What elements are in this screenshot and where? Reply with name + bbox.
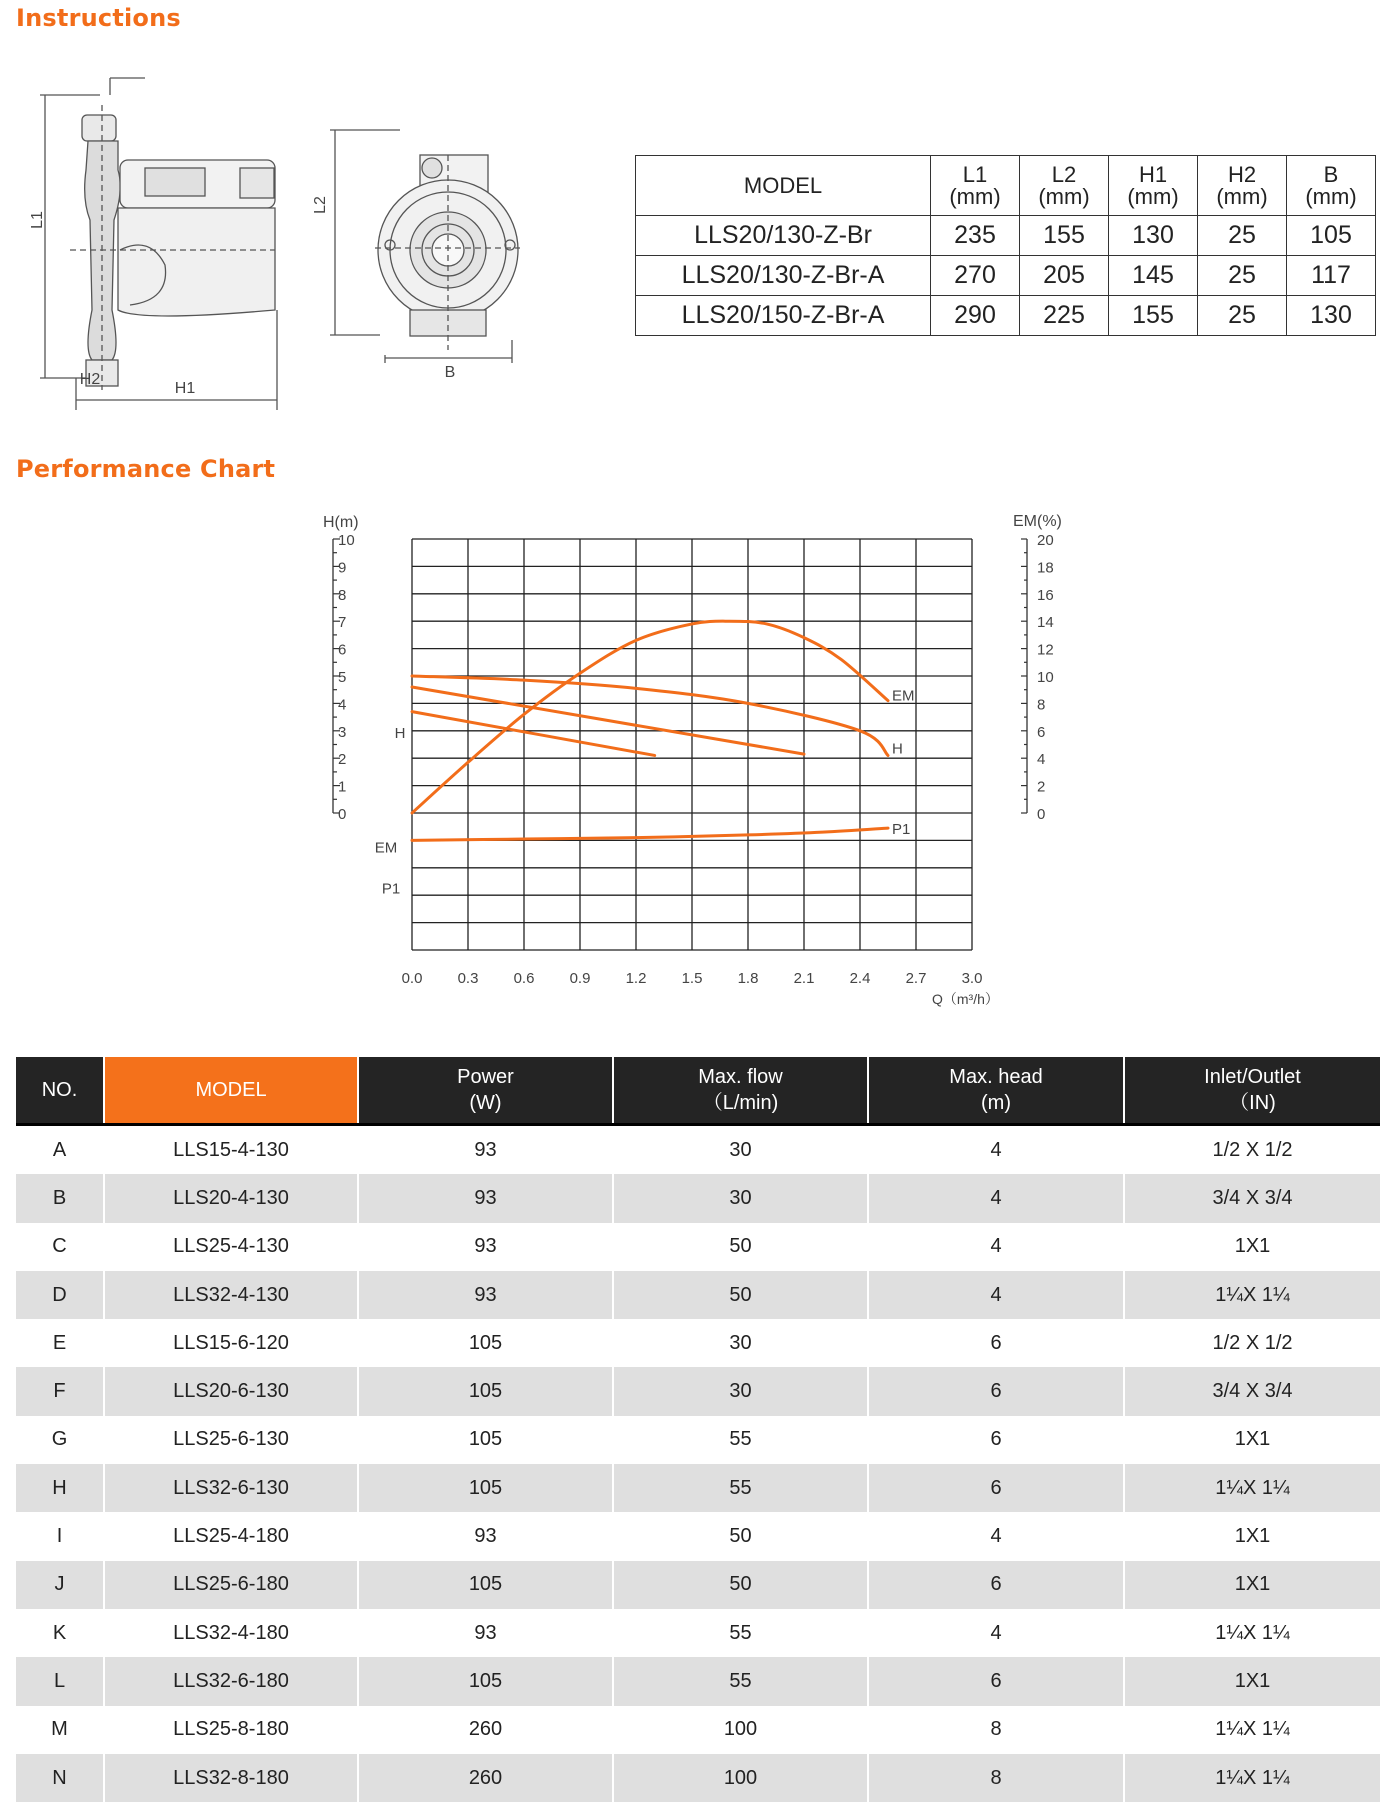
spec-cell-inlet-outlet: 1/2 X 1/2 [1124, 1125, 1380, 1175]
spec-cell-inlet-outlet: 1¼X 1¼ [1124, 1609, 1380, 1657]
spec-cell-power: 93 [358, 1223, 613, 1271]
spec-cell-no: L [16, 1657, 104, 1705]
series-label-h: H [892, 740, 903, 758]
x-tick-label: 0.9 [569, 970, 591, 987]
side-view-drawing [40, 78, 277, 410]
spec-cell-head: 4 [868, 1174, 1124, 1222]
dim-cell-l1: 270 [931, 256, 1020, 296]
spec-cell-power: 260 [358, 1754, 613, 1802]
spec-cell-power: 105 [358, 1561, 613, 1609]
spec-cell-head: 6 [868, 1464, 1124, 1512]
spec-row [16, 1706, 1380, 1754]
series-line-p1 [412, 828, 888, 840]
front-view-drawing [330, 130, 520, 363]
dim-row [636, 216, 1376, 256]
spec-cell-no: I [16, 1512, 104, 1560]
spec-cell-power: 93 [358, 1174, 613, 1222]
left-tick-label: 0 [338, 806, 347, 823]
side-label-h: H [394, 724, 406, 742]
spec-cell-flow: 100 [613, 1754, 868, 1802]
dim-row [636, 256, 1376, 296]
spec-cell-model: LLS25-8-180 [104, 1706, 358, 1754]
spec-row [16, 1223, 1380, 1271]
spec-cell-no: D [16, 1271, 104, 1319]
spec-cell-inlet-outlet: 1/2 X 1/2 [1124, 1319, 1380, 1367]
left-tick-label: 6 [338, 641, 347, 659]
spec-header-inlet-outlet: Inlet/Outlet （IN) [1124, 1057, 1380, 1125]
dim-cell-h2: 25 [1198, 256, 1287, 296]
spec-row [16, 1512, 1380, 1560]
label-h2: H2 [79, 371, 101, 388]
spec-cell-head: 6 [868, 1657, 1124, 1705]
right-tick-label: 12 [1037, 641, 1054, 659]
spec-cell-flow: 30 [613, 1367, 868, 1415]
series-line-unnamed-1 [412, 687, 804, 754]
spec-cell-inlet-outlet: 1¼X 1¼ [1124, 1706, 1380, 1754]
spec-cell-head: 6 [868, 1367, 1124, 1415]
spec-header-head: Max. head (m) [868, 1057, 1124, 1125]
spec-cell-inlet-outlet: 3/4 X 3/4 [1124, 1174, 1380, 1222]
dim-cell-b: 130 [1287, 296, 1376, 336]
spec-cell-inlet-outlet: 1X1 [1124, 1561, 1380, 1609]
x-tick-label: 0.0 [401, 970, 423, 987]
spec-cell-model: LLS25-6-180 [104, 1561, 358, 1609]
x-tick-label: 3.0 [961, 970, 983, 987]
spec-cell-head: 4 [868, 1271, 1124, 1319]
left-tick-label: 4 [338, 696, 347, 714]
x-tick-label: 2.7 [905, 970, 927, 987]
x-tick-label: 1.2 [625, 970, 647, 987]
x-tick-label: 2.1 [793, 970, 815, 987]
spec-cell-head: 8 [868, 1754, 1124, 1802]
dim-header-h1: H1 (mm) [1109, 156, 1198, 216]
left-tick-label: 5 [338, 669, 347, 686]
spec-cell-flow: 50 [613, 1561, 868, 1609]
spec-cell-head: 6 [868, 1416, 1124, 1464]
spec-table-header [16, 1057, 1380, 1125]
dim-cell-l2: 205 [1020, 256, 1109, 296]
x-tick-label: 0.3 [457, 970, 479, 987]
dim-cell-l1: 290 [931, 296, 1020, 336]
x-tick-label: 0.6 [513, 970, 535, 987]
left-tick-label: 3 [338, 723, 347, 741]
spec-table-body [16, 1125, 1380, 1803]
spec-cell-inlet-outlet: 3/4 X 3/4 [1124, 1367, 1380, 1415]
spec-cell-power: 93 [358, 1512, 613, 1560]
right-tick-label: 6 [1037, 723, 1046, 741]
spec-cell-no: F [16, 1367, 104, 1415]
spec-cell-head: 8 [868, 1706, 1124, 1754]
performance-heading: Performance Chart [16, 455, 276, 483]
spec-cell-power: 105 [358, 1319, 613, 1367]
spec-cell-no: E [16, 1319, 104, 1367]
spec-cell-no: K [16, 1609, 104, 1657]
spec-row [16, 1367, 1380, 1415]
label-h1: H1 [174, 380, 196, 397]
dim-cell-model: LLS20/130-Z-Br [636, 216, 931, 256]
dim-header-l2: L2 (mm) [1020, 156, 1109, 216]
dimension-table-header [636, 156, 1376, 216]
spec-cell-power: 93 [358, 1271, 613, 1319]
spec-cell-head: 4 [868, 1223, 1124, 1271]
right-tick-label: 20 [1037, 532, 1054, 549]
spec-cell-no: N [16, 1754, 104, 1802]
performance-chart [0, 500, 1394, 1020]
spec-cell-flow: 30 [613, 1174, 868, 1222]
spec-cell-inlet-outlet: 1X1 [1124, 1512, 1380, 1560]
dim-header-model: MODEL [636, 156, 931, 216]
spec-cell-head: 4 [868, 1125, 1124, 1175]
dim-cell-h1: 130 [1109, 216, 1198, 256]
spec-cell-no: G [16, 1416, 104, 1464]
spec-cell-flow: 50 [613, 1512, 868, 1560]
spec-cell-flow: 100 [613, 1706, 868, 1754]
right-axis-title: EM(%) [1013, 513, 1062, 530]
left-axis-title: H(m) [323, 514, 359, 531]
spec-cell-model: LLS32-8-180 [104, 1754, 358, 1802]
spec-cell-flow: 55 [613, 1464, 868, 1512]
spec-cell-model: LLS32-4-180 [104, 1609, 358, 1657]
label-l1: L1 [29, 211, 46, 229]
spec-cell-power: 260 [358, 1706, 613, 1754]
dim-header-b: B (mm) [1287, 156, 1376, 216]
left-tick-label: 10 [338, 532, 355, 549]
spec-cell-model: LLS20-6-130 [104, 1367, 358, 1415]
spec-cell-flow: 55 [613, 1657, 868, 1705]
spec-cell-model: LLS15-6-120 [104, 1319, 358, 1367]
right-tick-label: 4 [1037, 751, 1046, 769]
spec-header-no: NO. [16, 1057, 104, 1125]
instructions-heading: Instructions [16, 4, 181, 32]
right-tick-label: 16 [1037, 586, 1054, 604]
spec-header-model: MODEL [104, 1057, 358, 1125]
left-tick-label: 8 [338, 586, 347, 604]
spec-cell-model: LLS25-6-130 [104, 1416, 358, 1464]
spec-cell-flow: 50 [613, 1223, 868, 1271]
spec-cell-head: 6 [868, 1319, 1124, 1367]
dim-cell-h2: 25 [1198, 216, 1287, 256]
spec-row [16, 1561, 1380, 1609]
x-tick-label: 2.4 [849, 970, 871, 987]
spec-cell-power: 105 [358, 1464, 613, 1512]
x-axis-title: Q（m³/h） [932, 991, 999, 1007]
spec-cell-inlet-outlet: 1¼X 1¼ [1124, 1464, 1380, 1512]
right-tick-label: 2 [1037, 778, 1046, 796]
side-label-em: EM [374, 839, 398, 857]
spec-cell-inlet-outlet: 1X1 [1124, 1416, 1380, 1464]
dim-header-l1: L1 (mm) [931, 156, 1020, 216]
spec-header-flow: Max. flow （L/min) [613, 1057, 868, 1125]
series-label-p1: P1 [892, 821, 911, 839]
spec-cell-flow: 55 [613, 1416, 868, 1464]
right-tick-label: 8 [1037, 696, 1046, 714]
x-tick-label: 1.5 [681, 970, 703, 987]
spec-cell-model: LLS20-4-130 [104, 1174, 358, 1222]
spec-cell-power: 105 [358, 1367, 613, 1415]
spec-cell-flow: 30 [613, 1125, 868, 1175]
spec-cell-head: 6 [868, 1561, 1124, 1609]
series-label-em: EM [892, 687, 915, 705]
dim-cell-h2: 25 [1198, 296, 1287, 336]
dim-cell-l2: 225 [1020, 296, 1109, 336]
spec-cell-power: 105 [358, 1416, 613, 1464]
dim-cell-model: LLS20/130-Z-Br-A [636, 256, 931, 296]
spec-cell-flow: 50 [613, 1271, 868, 1319]
dim-cell-l1: 235 [931, 216, 1020, 256]
dim-cell-model: LLS20/150-Z-Br-A [636, 296, 931, 336]
spec-cell-model: LLS32-4-130 [104, 1271, 358, 1319]
spec-cell-model: LLS25-4-130 [104, 1223, 358, 1271]
spec-row [16, 1609, 1380, 1657]
left-tick-label: 7 [338, 614, 347, 632]
side-label-p1: P1 [381, 880, 401, 898]
right-tick-label: 18 [1037, 559, 1054, 577]
right-tick-label: 14 [1037, 614, 1054, 632]
spec-row [16, 1319, 1380, 1367]
spec-cell-no: M [16, 1706, 104, 1754]
spec-row [16, 1416, 1380, 1464]
dim-cell-b: 105 [1287, 216, 1376, 256]
label-l2: L2 [312, 196, 329, 214]
spec-row [16, 1464, 1380, 1512]
spec-cell-head: 4 [868, 1512, 1124, 1560]
spec-cell-power: 105 [358, 1657, 613, 1705]
dim-cell-h1: 145 [1109, 256, 1198, 296]
left-tick-label: 9 [338, 559, 347, 577]
spec-cell-head: 4 [868, 1609, 1124, 1657]
right-tick-label: 10 [1037, 669, 1054, 686]
spec-table [16, 1057, 1380, 1802]
spec-cell-model: LLS25-4-180 [104, 1512, 358, 1560]
spec-row [16, 1174, 1380, 1222]
dim-cell-l2: 155 [1020, 216, 1109, 256]
x-tick-label: 1.8 [737, 970, 759, 987]
spec-cell-no: J [16, 1561, 104, 1609]
dim-cell-b: 117 [1287, 256, 1376, 296]
left-tick-label: 1 [338, 778, 347, 796]
chart-grid [412, 539, 972, 950]
series-line-unnamed-2 [412, 712, 655, 756]
spec-cell-flow: 30 [613, 1319, 868, 1367]
spec-row [16, 1754, 1380, 1802]
spec-cell-no: A [16, 1125, 104, 1175]
spec-cell-inlet-outlet: 1¼X 1¼ [1124, 1271, 1380, 1319]
label-b: B [444, 364, 456, 381]
spec-cell-model: LLS15-4-130 [104, 1125, 358, 1175]
series-line-h [412, 676, 888, 755]
spec-cell-model: LLS32-6-130 [104, 1464, 358, 1512]
spec-cell-model: LLS32-6-180 [104, 1657, 358, 1705]
spec-cell-power: 93 [358, 1125, 613, 1175]
right-tick-label: 0 [1037, 806, 1046, 823]
dim-cell-h1: 155 [1109, 296, 1198, 336]
spec-cell-inlet-outlet: 1X1 [1124, 1657, 1380, 1705]
spec-row [16, 1657, 1380, 1705]
spec-cell-no: B [16, 1174, 104, 1222]
spec-cell-power: 93 [358, 1609, 613, 1657]
spec-header-power: Power (W) [358, 1057, 613, 1125]
dimension-table [635, 155, 1376, 336]
dim-header-h2: H2 (mm) [1198, 156, 1287, 216]
pump-dimension-drawings [0, 60, 540, 430]
spec-cell-inlet-outlet: 1¼X 1¼ [1124, 1754, 1380, 1802]
dim-row [636, 296, 1376, 336]
left-tick-label: 2 [338, 751, 347, 769]
spec-cell-inlet-outlet: 1X1 [1124, 1223, 1380, 1271]
spec-row [16, 1271, 1380, 1319]
spec-cell-no: C [16, 1223, 104, 1271]
spec-row [16, 1125, 1380, 1175]
spec-cell-no: H [16, 1464, 104, 1512]
spec-cell-flow: 55 [613, 1609, 868, 1657]
